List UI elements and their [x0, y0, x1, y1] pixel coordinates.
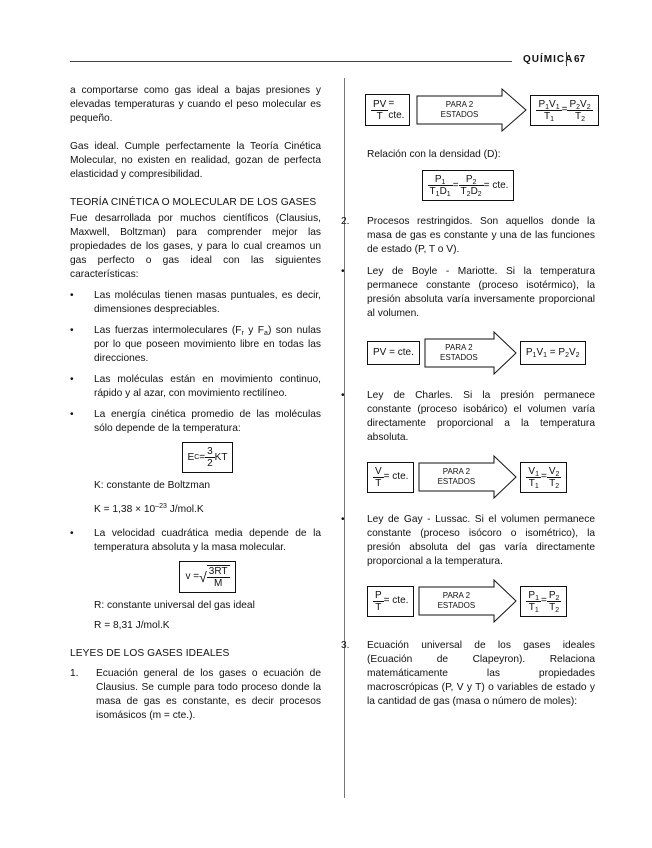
bullet-mark: • — [341, 390, 345, 401]
boltzmann-value: $K = 1,38 \times 10^{-23}$ J/mol.K — [94, 503, 204, 515]
law-text: Ecuación universal de los gases ideales (Ecuación de Clapeyron). Relaciona matemáticamente las propiedades macroscrópicas (P, V y T) o variables de estado y la cantidad de gas (masa o número de moles): — [367, 640, 595, 707]
density-formula: $\frac{P_1}{T_1D_1}$ = $\frac{P_2}{T_2D_2}$ = cte. — [422, 170, 515, 201]
bullet-text: La energía cinética promedio de las moléculas sólo depende de la temperatura: — [94, 409, 321, 434]
arrow-label-line2: ESTADOS — [440, 110, 479, 119]
boyle-equation-right: $P_1V_1 = P_2V_2$ — [520, 341, 586, 365]
left-column — [70, 84, 321, 723]
list-number: 2. — [341, 216, 350, 227]
charles-equation-left: $\frac{V}{T}$ = cte. — [367, 462, 414, 493]
bullet-mark: • — [70, 409, 74, 420]
gay-lussac-equation-left: $\frac{P}{T}$ = cte. — [367, 586, 414, 617]
boyle-law-text: Ley de Boyle - Mariotte. Si la temperatura permanece constante (proceso isotérmico), la presión absoluta varía inversamente proporcional al volumen. — [367, 266, 595, 319]
gay-lussac-equation-row — [367, 579, 595, 623]
charles-equation-right: $\frac{V_1}{T_1}$ = $\frac{V_2}{T_2}$ — [520, 462, 567, 493]
bullet-text: Las fuerzas intermoleculares ($F_r$ y $F_a$) son nulas por lo que poseen movimiento libre en todas las direcciones. — [94, 325, 321, 364]
bullet-text: Las moléculas están en movimiento continuo, rápido y al azar, con movimiento rectilíneo. — [94, 374, 321, 399]
bullet-mark: • — [70, 374, 74, 385]
header-separator — [566, 52, 567, 66]
list-item — [341, 513, 595, 623]
general-equation-row — [365, 88, 595, 132]
list-item — [341, 265, 595, 375]
kinetic-theory-intro: Fue desarrollada por muchos científicos (Clausius, Maxwell, Boltzman) para comprender mejor las propiedades de los gases, y para lo cual creamos un gas perfecto o gas ideal con las siguientes características: — [70, 213, 321, 280]
right-column — [341, 84, 595, 709]
two-states-arrow: PARA 2 ESTADOS — [418, 579, 518, 623]
bullet-mark: • — [341, 514, 345, 525]
law-text: Ecuación general de los gases o ecuación de Clausius. Se cumple para todo proceso donde la masa de gas es constante, es decir procesos isomásicos (m = cte.). — [96, 668, 321, 721]
kinetic-energy-formula: E C = $\frac{3}{2}$ KT — [182, 442, 234, 473]
velocity-formula: v = √ $\frac{3RT}{M}$ — [179, 561, 235, 593]
gay-lussac-law-text: Ley de Gay - Lussac. Si el volumen permanece constante (proceso isócoro o isométrico), la presión absoluta del gas varía directamente proporcional a la temperatura. — [367, 514, 595, 567]
list-number: 3. — [341, 640, 350, 651]
running-header-course: QUÍMICA — [523, 54, 574, 65]
list-item — [70, 373, 321, 401]
general-equation-left: $\frac{PV}{T}$ = cte. — [365, 94, 410, 126]
bullet-text: Las moléculas tienen masas puntuales, es decir, dimensiones despreciables. — [94, 290, 321, 315]
list-item — [341, 215, 595, 257]
gas-constant-description: R: constante universal del gas ideal — [94, 600, 255, 611]
bullet-mark: • — [70, 528, 74, 539]
ideal-gas-paragraph: Gas ideal. Cumple perfectamente la Teoría Cinética Molecular, no existen en realidad, gozan de perfecta elasticidad y compresibilidad. — [70, 141, 321, 180]
list-number: 1. — [70, 668, 79, 679]
bullet-mark: • — [341, 266, 345, 277]
list-item — [70, 408, 321, 517]
two-states-arrow: PARA 2 ESTADOS — [424, 331, 518, 375]
density-relation-text: Relación con la densidad (D): — [367, 149, 501, 160]
boltzmann-description: K: constante de Boltzman — [94, 480, 211, 491]
charles-law-text: Ley de Charles. Si la presión permanece constante (proceso isobárico) el volumen varía directamente proporcional a la temperatura absoluta. — [367, 390, 595, 443]
bullet-mark: • — [70, 290, 74, 301]
general-equation-right: $\frac{P_1V_1}{T_1}$ = $\frac{P_2V_2}{T_2}$ — [530, 95, 598, 126]
list-item — [341, 639, 595, 709]
bullet-text: La velocidad cuadrática media depende de la temperatura absoluta y la masa molecular. — [94, 528, 321, 553]
gay-lussac-equation-right: $\frac{P_1}{T_1}$ = $\frac{P_2}{T_2}$ — [520, 586, 567, 617]
arrow-label-line1: PARA 2 — [445, 100, 474, 109]
two-states-arrow — [416, 88, 528, 132]
page-number: 67 — [574, 54, 586, 65]
list-item — [341, 389, 595, 499]
boyle-equation-left: PV = cte. — [367, 341, 420, 365]
list-item — [70, 667, 321, 723]
boyle-equation-row — [367, 331, 595, 375]
law-text: Procesos restringidos. Son aquellos donde la masa de gas es constante y una de las funciones de estado (P, T o V). — [367, 216, 595, 255]
charles-equation-row — [367, 455, 595, 499]
ideal-gas-laws-heading: LEYES DE LOS GASES IDEALES — [70, 648, 230, 659]
gas-constant-value: R = 8,31 J/mol.K — [94, 620, 170, 631]
header-rule — [70, 61, 512, 62]
two-states-arrow: PARA 2 ESTADOS — [418, 455, 518, 499]
bullet-mark: • — [70, 325, 74, 336]
list-item — [70, 324, 321, 366]
intro-paragraph: a comportarse como gas ideal a bajas presiones y elevadas temperaturas y cuando el peso molecular es pequeño. — [70, 85, 321, 124]
list-item — [70, 289, 321, 317]
list-item — [70, 527, 321, 633]
kinetic-theory-heading: TEORÍA CINÉTICA O MOLECULAR DE LOS GASES — [70, 197, 317, 208]
